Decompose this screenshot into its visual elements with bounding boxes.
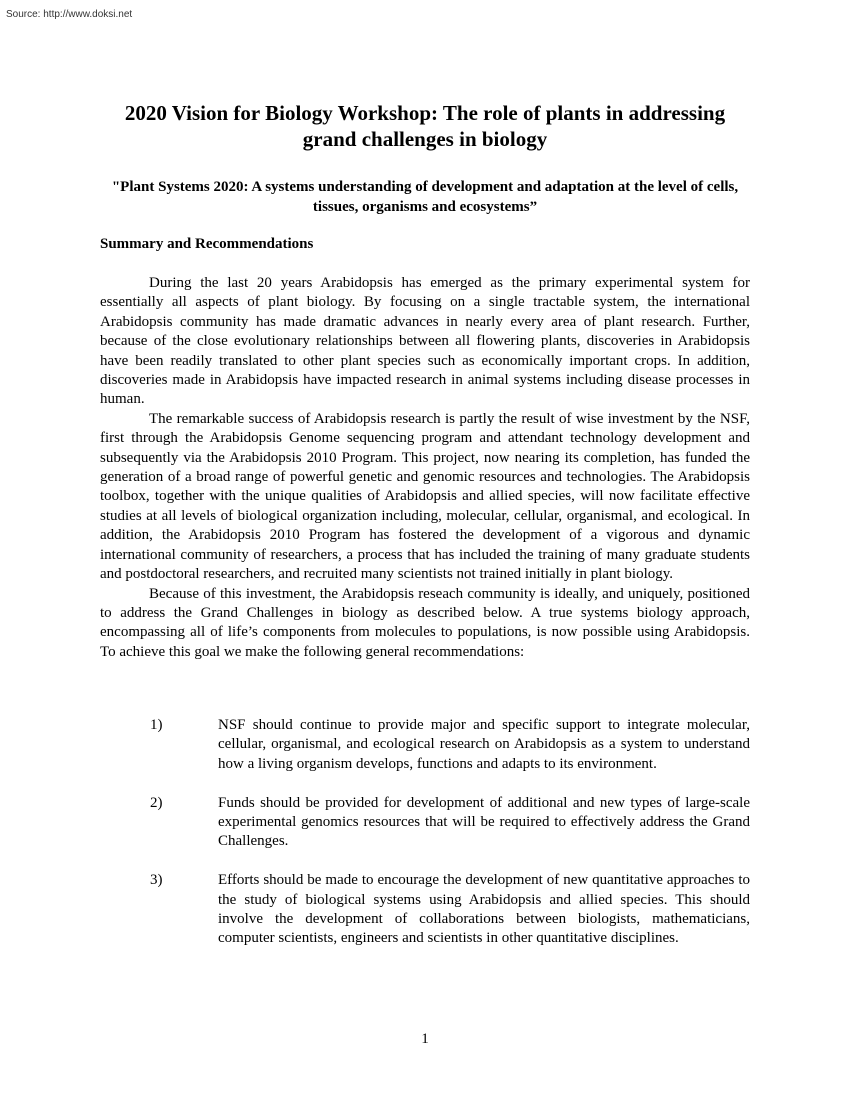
document-subtitle: "Plant Systems 2020: A systems understanding of development and adaptation at the level of cells, tissues, organisms and ecosystems” <box>111 179 739 215</box>
paragraph: Because of this investment, the Arabidopsis reseach community is ideally, and uniquely, positioned to address the Grand Challenges in biology as described below. A true systems biology approach, encompassing all of life’s components from molecules to populations, is now possible using Arabidopsis. To achieve this goal we make the following general recommendations: <box>100 585 750 660</box>
recommendation-number: 3) <box>150 872 163 889</box>
recommendation-text: NSF should continue to provide major and specific support to integrate molecular, cellular, organismal, and ecological research on Arabidopsis as a system to understand how a living organism develops, functions and adapts to its environment. <box>218 717 750 772</box>
recommendation-item <box>100 794 750 852</box>
body-text <box>100 274 750 662</box>
recommendation-item <box>100 871 750 949</box>
recommendation-item <box>100 716 750 774</box>
recommendations-list <box>100 716 750 968</box>
recommendation-number: 1) <box>150 717 163 733</box>
recommendation-text: Funds should be provided for development of additional and new types of large-scale experimental genomics resources that will be required to effectively address the Grand Challenges. <box>218 794 750 850</box>
paragraph: During the last 20 years Arabidopsis has emerged as the primary experimental system for essentially all aspects of plant biology. By focusing on a single tractable system, the international Arabidopsis community has made dramatic advances in nearly every area of plant research. Further, because of the close evolutionary relationships between all flowering plants, discoveries in Arabidopsis have been readily translated to other plant species such as economically important crops. In addition, discoveries made in Arabidopsis have impacted research in animal systems including disease processes in human. <box>100 275 750 408</box>
recommendation-text: Efforts should be made to encourage the development of new quantitative approaches to the study of biological systems using Arabidopsis and allied species. This should involve the development of collaborations between biologists, mathematicians, computer scientists, engineers and scientists in other quantitative disciplines. <box>218 872 750 947</box>
page-number: 1 <box>421 1031 429 1047</box>
section-heading: Summary and Recommendations <box>100 236 314 252</box>
document-title: 2020 Vision for Biology Workshop: The role of plants in addressing grand challenges in biology <box>124 101 726 151</box>
recommendation-number: 2) <box>150 794 163 811</box>
source-url: Source: http://www.doksi.net <box>6 9 133 20</box>
paragraph: The remarkable success of Arabidopsis research is partly the result of wise investment by the NSF, first through the Arabidopsis Genome sequencing program and attendant technology development and subsequently via the Arabidopsis 2010 Program. This project, now nearing its completion, has funded the generation of a broad range of powerful genetic and genomic resources and technologies. The Arabidopsis toolbox, together with the unique qualities of Arabidopsis and allied species, will now facilitate effective studies at all levels of biological organization including, molecular, cellular, organismal, and ecological. In addition, the Arabidopsis 2010 Program has fostered the development of a vigorous and dynamic international community of researchers, a process that has included the training of many graduate students and postdoctoral researchers, and recruited many scientists not trained initially in plant biology. <box>100 410 750 583</box>
